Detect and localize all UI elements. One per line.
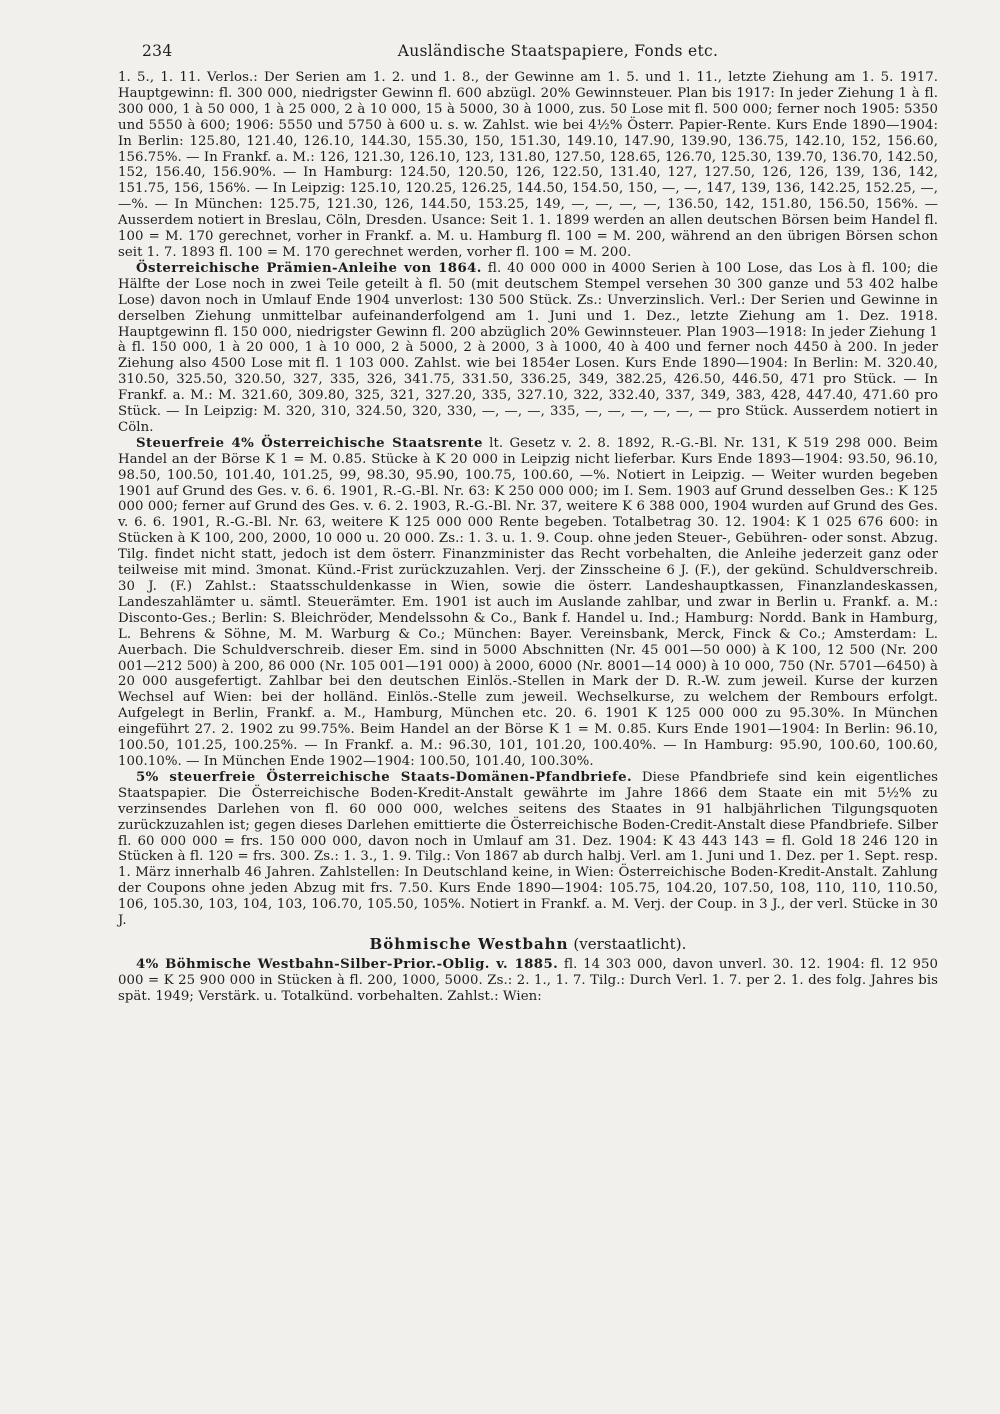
entry-paragraph <box>118 261 938 436</box>
entry-text: Diese Pfandbriefe sind kein eigentliches Staatspapier. Die Österreichische Boden-Kredit-Anstalt gewährte im Jahre 1866 dem Staate ein mit 5½% zu verzinsendes Darlehen von fl. 60 000 000, welches seitens des Staates in 91 halbjährlichen Tilgungsquoten zurückzuzahlen ist; gegen dieses Darlehen emittierte die Österreichische Boden-Credit-Anstalt diese Pfandbriefe. Silber fl. 60 000 000 = frs. 150 000 000, davon noch in Umlauf am 31. Dez. 1904: K 43 443 143 = fl. Gold 18 246 120 in Stücken à fl. 120 = frs. 300. Zs.: 1. 3., 1. 9. Tilg.: Von 1867 ab durch halbj. Verl. am 1. Juni und 1. Dez. per 1. Sept. resp. 1. März innerhalb 46 Jahren. Zahlstellen: In Deutschland keine, in Wien: Österreichische Boden-Kredit-Anstalt. Zahlung der Coupons ohne jeden Abzug mit frs. 7.50. Kurs Ende 1890—1904: 105.75, 104.20, 107.50, 108, 110, 110, 110.50, 106, 105.30, 103, 104, 103, 106.70, 105.50, 105%. Notiert in Frankf. a. M. Verj. der Coup. in 3 J., der verl. Stücke in 30 J. <box>118 769 939 929</box>
entry-text: 1. 5., 1. 11. Verlos.: Der Serien am 1. 2. und 1. 8., der Gewinne am 1. 5. und 1. 11., letzte Ziehung am 1. 5. 1917. Hauptgewinn: fl. 300 000, niedrigster Gewinn fl. 600 abzügl. 20% Gewinnsteuer. Plan bis 1917: In jeder Ziehung 1 à fl. 300 000, 1 à 50 000, 1 à 25 000, 2 à 10 000, 15 à 5000, 30 à 1000, zus. 50 Lose mit fl. 500 000; ferner noch 1905: 5350 und 5550 à 600; 1906: 5550 und 5750 à 600 u. s. w. Zahlst. wie bei 4½% Österr. Papier-Rente. Kurs Ende 1890—1904: In Berlin: 125.80, 121.40, 126.10, 144.30, 155.30, 150, 151.30, 149.10, 147.90, 139.90, 136.75, 142.10, 152, 156.60, 156.75%. — In Frankf. a. M.: 126, 121.30, 126.10, 123, 131.80, 127.50, 128.65, 126.70, 125.30, 139.70, 136.70, 142.50, 152, 156.40, 156.90%. — In Hamburg: 124.50, 120.50, 126, 122.50, 131.40, 127, 127.50, 126, 126, 139, 136, 142, 151.75, 156, 156%. — In Leipzig: 125.10, 120.25, 126.25, 144.50, 154.50, 150, —, —, 147, 139, 136, 142.25, 152.25, —, —%. — In München: 125.75, 121.30, 126, 144.50, 153.25, 149, —, —, —, —, 136.50, 142, 151.80, 156.50, 156%. — Ausserdem notiert in Breslau, Cöln, Dresden. Usance: Seit 1. 1. 1899 werden an allen deutschen Börsen beim Handel fl. 100 = M. 170 gerechnet, vorher in Frankf. a. M. u. Hamburg fl. 100 = M. 200, während an den übrigen Börsen schon seit 1. 7. 1893 fl. 100 = M. 170 gerechnet werden, vorher fl. 100 = M. 200. <box>118 70 938 260</box>
entry-paragraph <box>118 957 938 1005</box>
page-header <box>118 40 938 70</box>
entry-paragraph <box>118 436 938 770</box>
page-body <box>118 70 938 1005</box>
entry-text: fl. 40 000 000 in 4000 Serien à 100 Lose, das Los à fl. 100; die Hälfte der Lose noch in zwei Teile geteilt à fl. 50 (mit deutschem Stempel versehen 30 300 ganze und 53 402 halbe Lose) davon noch in Umlauf Ende 1904 unverlost: 130 500 Stück. Zs.: Unverzinslich. Verl.: Der Serien und Gewinne in derselben Ziehung unmittelbar aufeinanderfolgend am 1. Juni und 1. Dez., letzte Ziehung am 1. Dez. 1918. Hauptgewinn fl. 150 000, niedrigster Gewinn fl. 200 abzüglich 20% Gewinnsteuer. Plan 1903—1918: In jeder Ziehung 1 à fl. 150 000, 1 à 20 000, 1 à 10 000, 2 à 5000, 2 à 2000, 3 à 1000, 40 à 400 und ferner noch 4450 à 200. In jeder Ziehung also 4500 Lose mit fl. 1 103 000. Zahlst. wie bei 1854er Losen. Kurs Ende 1890—1904: In Berlin: M. 320.40, 310.50, 325.50, 320.50, 327, 335, 326, 341.75, 331.50, 336.25, 349, 382.25, 426.50, 446.50, 471 pro Stück. — In Frankf. a. M.: M. 321.60, 309.80, 325, 321, 327.20, 335, 327.10, 322, 332.40, 337, 349, 383, 428, 447.40, 471.60 pro Stück. — In Leipzig: M. 320, 310, 324.50, 320, 330, —, —, —, 335, —, —, —, —, —, — pro Stück. Ausserdem notiert in Cöln. <box>118 260 938 435</box>
section-note: (verstaatlicht). <box>573 934 687 953</box>
entry-heading: 5% steuerfreie Österreichische Staats-Domänen-Pfandbriefe. <box>136 769 632 785</box>
entry-heading: Steuerfreie 4% Österreichische Staatsrente <box>136 435 483 451</box>
entry-text: fl. 14 303 000, davon unverl. 30. 12. 1904: fl. 12 950 000 = K 25 900 000 in Stücken à fl. 200, 1000, 5000. Zs.: 2. 1., 1. 7. Tilg.: Durch Verl. 1. 7. per 2. 1. des folg. Jahres bis spät. 1949; Verstärk. u. Totalkünd. vorbehalten. Zahlst.: Wien: <box>118 956 938 1004</box>
running-title: Ausländische Staatspapiere, Fonds etc. <box>397 42 719 60</box>
entry-heading: Österreichische Prämien-Anleihe von 1864. <box>136 260 482 276</box>
section-name: Böhmische Westbahn <box>369 934 569 953</box>
page-number: 234 <box>142 42 173 60</box>
section-heading <box>118 935 938 953</box>
entry-paragraph <box>118 770 938 929</box>
entry-text: lt. Gesetz v. 2. 8. 1892, R.-G.-Bl. Nr. 131, K 519 298 000. Beim Handel an der Börse K 1 = M. 0.85. Stücke à K 20 000 in Leipzig nicht lieferbar. Kurs Ende 1893—1904: 93.50, 96.10, 98.50, 100.50, 101.40, 101.25, 99, 98.30, 95.90, 100.75, 100.60, —%. Notiert in Leipzig. — Weiter wurden begeben 1901 auf Grund des Ges. v. 6. 6. 1901, R.-G.-Bl. Nr. 63: K 250 000 000; im I. Sem. 1903 auf Grund desselben Ges.: K 125 000 000; ferner auf Grund des Ges. v. 6. 2. 1903, R.-G.-Bl. Nr. 37, weitere K 6 388 000, 1904 wurden auf Grund des Ges. v. 6. 6. 1901, R.-G.-Bl. Nr. 63, weitere K 125 000 000 Rente begeben. Totalbetrag 30. 12. 1904: K 1 025 676 600: in Stücken à K 100, 200, 2000, 10 000 u. 20 000. Zs.: 1. 3. u. 1. 9. Coup. ohne jeden Steuer-, Gebühren- oder sonst. Abzug. Tilg. findet nicht statt, jedoch ist dem österr. Finanzminister das Recht vorbehalten, die Anleihe jederzeit ganz oder teilweise mit mind. 3monat. Künd.-Frist zurückzuzahlen. Verj. der Zinsscheine 6 J. (F.), der gekünd. Schuldverschreib. 30 J. (F.) Zahlst.: Staatsschuldenkasse in Wien, sowie die österr. Landeshauptkassen, Finanzlandeskassen, Landeszahlämter u. sämtl. Steuerämter. Em. 1901 ist auch im Auslande zahlbar, und zwar in Berlin u. Frankf. a. M.: Disconto-Ges.; Berlin: S. Bleichröder, Mendelssohn & Co., Bank f. Handel u. Ind.; Hamburg: Nordd. Bank in Hamburg, L. Behrens & Söhne, M. M. Warburg & Co.; München: Bayer. Vereinsbank, Merck, Finck & Co.; Amsterdam: L. Auerbach. Die Schuldverschreib. dieser Em. sind in 5000 Abschnitten (Nr. 45 001—50 000) à K 100, 12 500 (Nr. 200 001—212 500) à 200, 86 000 (Nr. 105 001—191 000) à 2000, 6000 (Nr. 8001—14 000) à 10 000, 750 (Nr. 5701—6450) à 20 000 ausgefertigt. Zahlbar bei den deutschen Einlös.-Stellen in Mark der D. R.-W. zum jeweil. Kurse der kurzen Wechsel auf Wien: bei der holländ. Einlös.-Stelle zum jeweil. Wechselkurse, zu welchem der Rembours erfolgt. Aufgelegt in Berlin, Frankf. a. M., Hamburg, München etc. 20. 6. 1901 K 125 000 000 zu 95.30%. In München eingeführt 27. 2. 1902 zu 99.75%. Beim Handel an der Börse K 1 = M. 0.85. Kurs Ende 1901—1904: In Berlin: 96.10, 100.50, 101.25, 100.25%. — In Frankf. a. M.: 96.30, 101, 101.20, 100.40%. — In Hamburg: 95.90, 100.60, 100.60, 100.10%. — In München Ende 1902—1904: 100.50, 101.40, 100.30%. <box>118 435 938 769</box>
entry-heading: 4% Böhmische Westbahn-Silber-Prior.-Oblig. v. 1885. <box>136 956 559 972</box>
entry-paragraph <box>118 70 938 261</box>
